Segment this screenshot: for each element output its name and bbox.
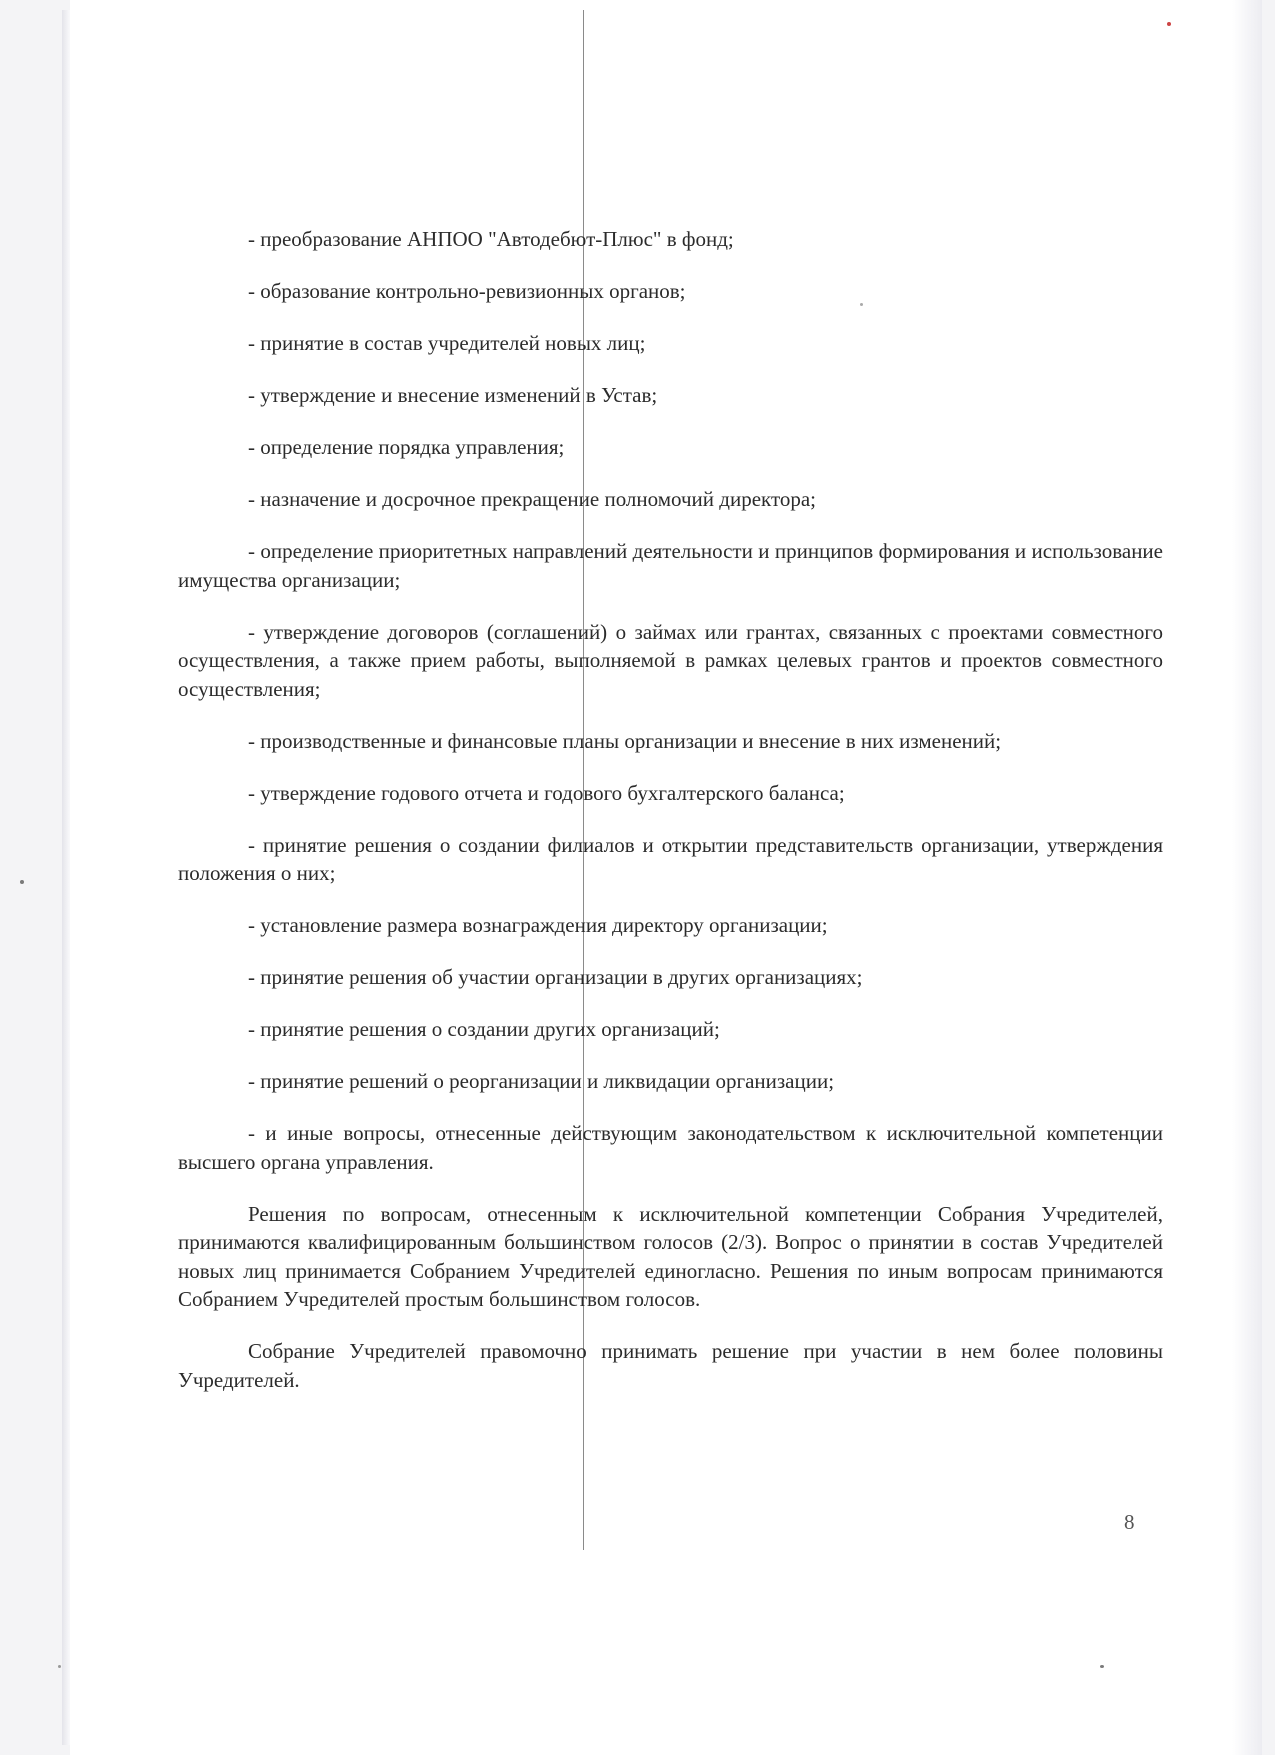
list-item: - утверждение договоров (соглашений) о займах или грантах, связанных с проектами совместного осуществления, а также прием работы, выполняемой в рамках целевых грантов и проектов совместного осуществления; <box>178 619 1163 701</box>
list-item: - производственные и финансовые планы организации и внесение в них изменений; <box>248 728 1002 753</box>
scan-speck <box>20 880 24 884</box>
body-paragraph: Собрание Учредителей правомочно принимать решение при участии в нем более половины Учредителей. <box>178 1339 1163 1392</box>
list-item: - назначение и досрочное прекращение полномочий директора; <box>248 487 817 511</box>
list-item: - утверждение годового отчета и годового бухгалтерского баланса; <box>248 780 845 805</box>
list-item: - принятие в состав учредителей новых лиц; <box>248 331 646 355</box>
list-item: - принятие решения об участии организации в других организациях; <box>248 965 863 989</box>
document-body <box>178 225 1163 1394</box>
body-paragraph: Решения по вопросам, отнесенным к исключительной компетенции Собрания Учредителей, принимаются квалифицированным большинством голосов (2/3). Вопрос о принятии в состав Учредителей новых лиц принимается Собранием Учредителей единогласно. Решения по иным вопросам принимаются Собранием Учредителей простым большинством голосов. <box>178 1201 1163 1311</box>
scan-speck <box>1100 1665 1104 1668</box>
list-item: - определение порядка управления; <box>248 435 565 459</box>
list-item: - и иные вопросы, отнесенные действующим законодательством к исключительной компетенции высшего органа управления. <box>178 1121 1163 1174</box>
scan-speck <box>1167 22 1171 26</box>
list-item: - образование контрольно-ревизионных органов; <box>248 279 686 303</box>
scan-speck <box>860 303 863 306</box>
list-item: - определение приоритетных направлений деятельности и принципов формирования и использование имущества организации; <box>178 539 1163 592</box>
list-item: - установление размера вознаграждения директору организации; <box>248 913 828 937</box>
page-number: 8 <box>1124 1510 1135 1534</box>
list-item: - утверждение и внесение изменений в Устав; <box>248 383 658 407</box>
page-edge-shadow-right <box>1232 0 1262 1755</box>
list-item: - преобразование АНПОО "Автодебют-Плюс" в фонд; <box>248 227 734 251</box>
list-item: - принятие решения о создании других организаций; <box>248 1017 720 1041</box>
scan-speck <box>58 1665 61 1668</box>
list-item: - принятие решения о создании филиалов и открытии представительств организации, утверждения положения о них; <box>178 832 1163 885</box>
list-item: - принятие решений о реорганизации и ликвидации организации; <box>248 1069 835 1093</box>
